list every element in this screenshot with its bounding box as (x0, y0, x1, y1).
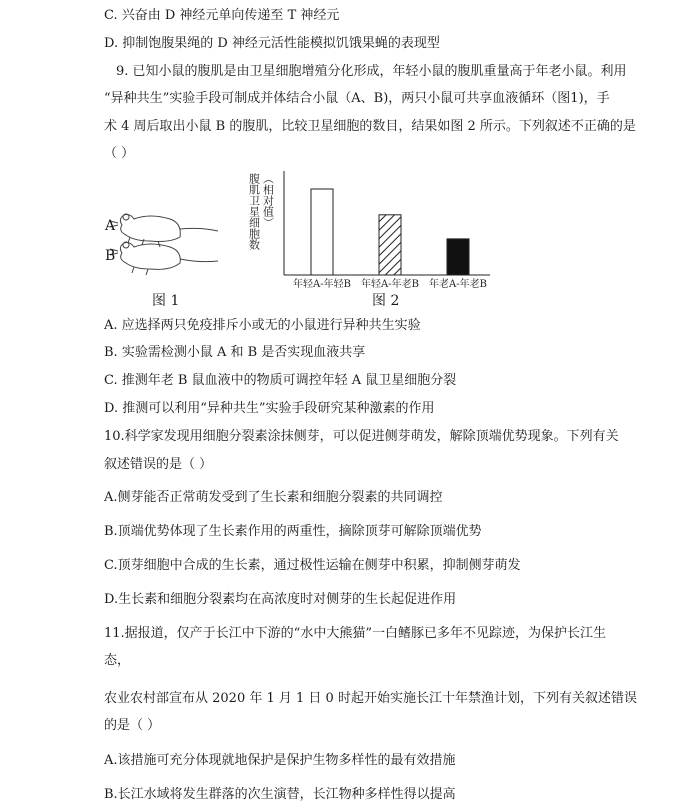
q10-option-a: A.侧芽能否正常萌发受到了生长素和细胞分裂素的共同调控 (104, 490, 443, 505)
y-axis-label-1: （相对值） (261, 173, 275, 228)
q11-stem-2: 态， (104, 653, 131, 668)
q10-stem-2: 叙述错误的是（ ） (104, 457, 213, 472)
q11-stem-3: 农业农村部宣布从 2020 年 1 月 1 日 0 时起开始实施长江十年禁渔计划，下列有关叙述错误 (104, 691, 637, 706)
mouse-b-label: B (105, 248, 116, 264)
q11-stem-1: 11.据报道，仅产于长江中下游的“水中大熊猫”一白鳍豚已多年不见踪迹，为保护长江生 (104, 626, 606, 641)
q9-option-c: C. 推测年老 B 鼠血液中的物质可调控年轻 A 鼠卫星细胞分裂 (104, 373, 457, 388)
bar-1 (379, 215, 401, 275)
figure-1 (100, 205, 230, 290)
q9-option-d: D. 推测可以利用“异种共生”实验手段研究某种激素的作用 (104, 401, 435, 416)
q10-option-d: D.生长素和细胞分裂素均在高浓度时对侧芽的生长起促进作用 (104, 592, 457, 607)
mouse-a-label: A (105, 218, 116, 234)
q11-stem-4: 的是（ ） (104, 718, 161, 733)
figure-2 (240, 165, 500, 290)
q11-option-b: B.长江水域将发生群落的次生演替，长江物种多样性得以提高 (104, 787, 456, 802)
figure-2-caption: 图 2 (372, 293, 400, 309)
mice-illustration (100, 205, 230, 290)
q9-stem-3: 术 4 周后取出小鼠 B 的腹肌，比较卫星细胞的数目，结果如图 2 所示。下列叙述不正确的是 (104, 119, 636, 134)
q10-option-b: B.顶端优势体现了生长素作用的两重性，摘除顶芽可解除顶端优势 (104, 524, 482, 539)
x-tick-label-1: 年轻A-年老B (361, 279, 419, 290)
bar-2 (447, 239, 469, 275)
bar-0 (311, 189, 333, 275)
option-d-prev: D. 抑制饱腹果绳的 D 神经元活性能模拟饥饿果蝇的表现型 (104, 36, 440, 51)
q9-option-b: B. 实验需检测小鼠 A 和 B 是否实现血液共享 (104, 345, 366, 360)
y-axis-label-0: 腹肌卫星细胞数 (247, 173, 261, 250)
q10-option-c: C.顶芽细胞中合成的生长素，通过极性运输在侧芽中积累，抑制侧芽萌发 (104, 558, 521, 573)
q9-stem-2: “异种共生”实验手段可制成并体结合小鼠（A、B)，两只小鼠可共享血液循环（图1)，手 (104, 91, 610, 106)
figure-1-caption: 图 1 (152, 293, 180, 309)
bar-chart (240, 165, 500, 290)
x-tick-label-2: 年老A-年老B (429, 279, 487, 290)
q9-stem-4: （ ） (104, 146, 135, 161)
q11-option-a: A.该措施可充分体现就地保护是保护生物多样性的最有效措施 (104, 753, 456, 768)
q10-stem-1: 10.科学家发现用细胞分裂素涂抹侧芽，可以促进侧芽萌发，解除顶端优势现象。下列有关 (104, 429, 619, 444)
q9-stem-1: 9. 已知小鼠的腹肌是由卫星细胞增殖分化形成，年轻小鼠的腹肌重量高于年老小鼠。利用 (116, 64, 627, 79)
option-c-prev: C. 兴奋由 D 神经元单向传递至 T 神经元 (104, 8, 340, 23)
x-tick-label-0: 年轻A-年轻B (293, 279, 351, 290)
q9-option-a: A. 应选择两只免疫排斥小或无的小鼠进行异种共生实验 (104, 318, 421, 333)
